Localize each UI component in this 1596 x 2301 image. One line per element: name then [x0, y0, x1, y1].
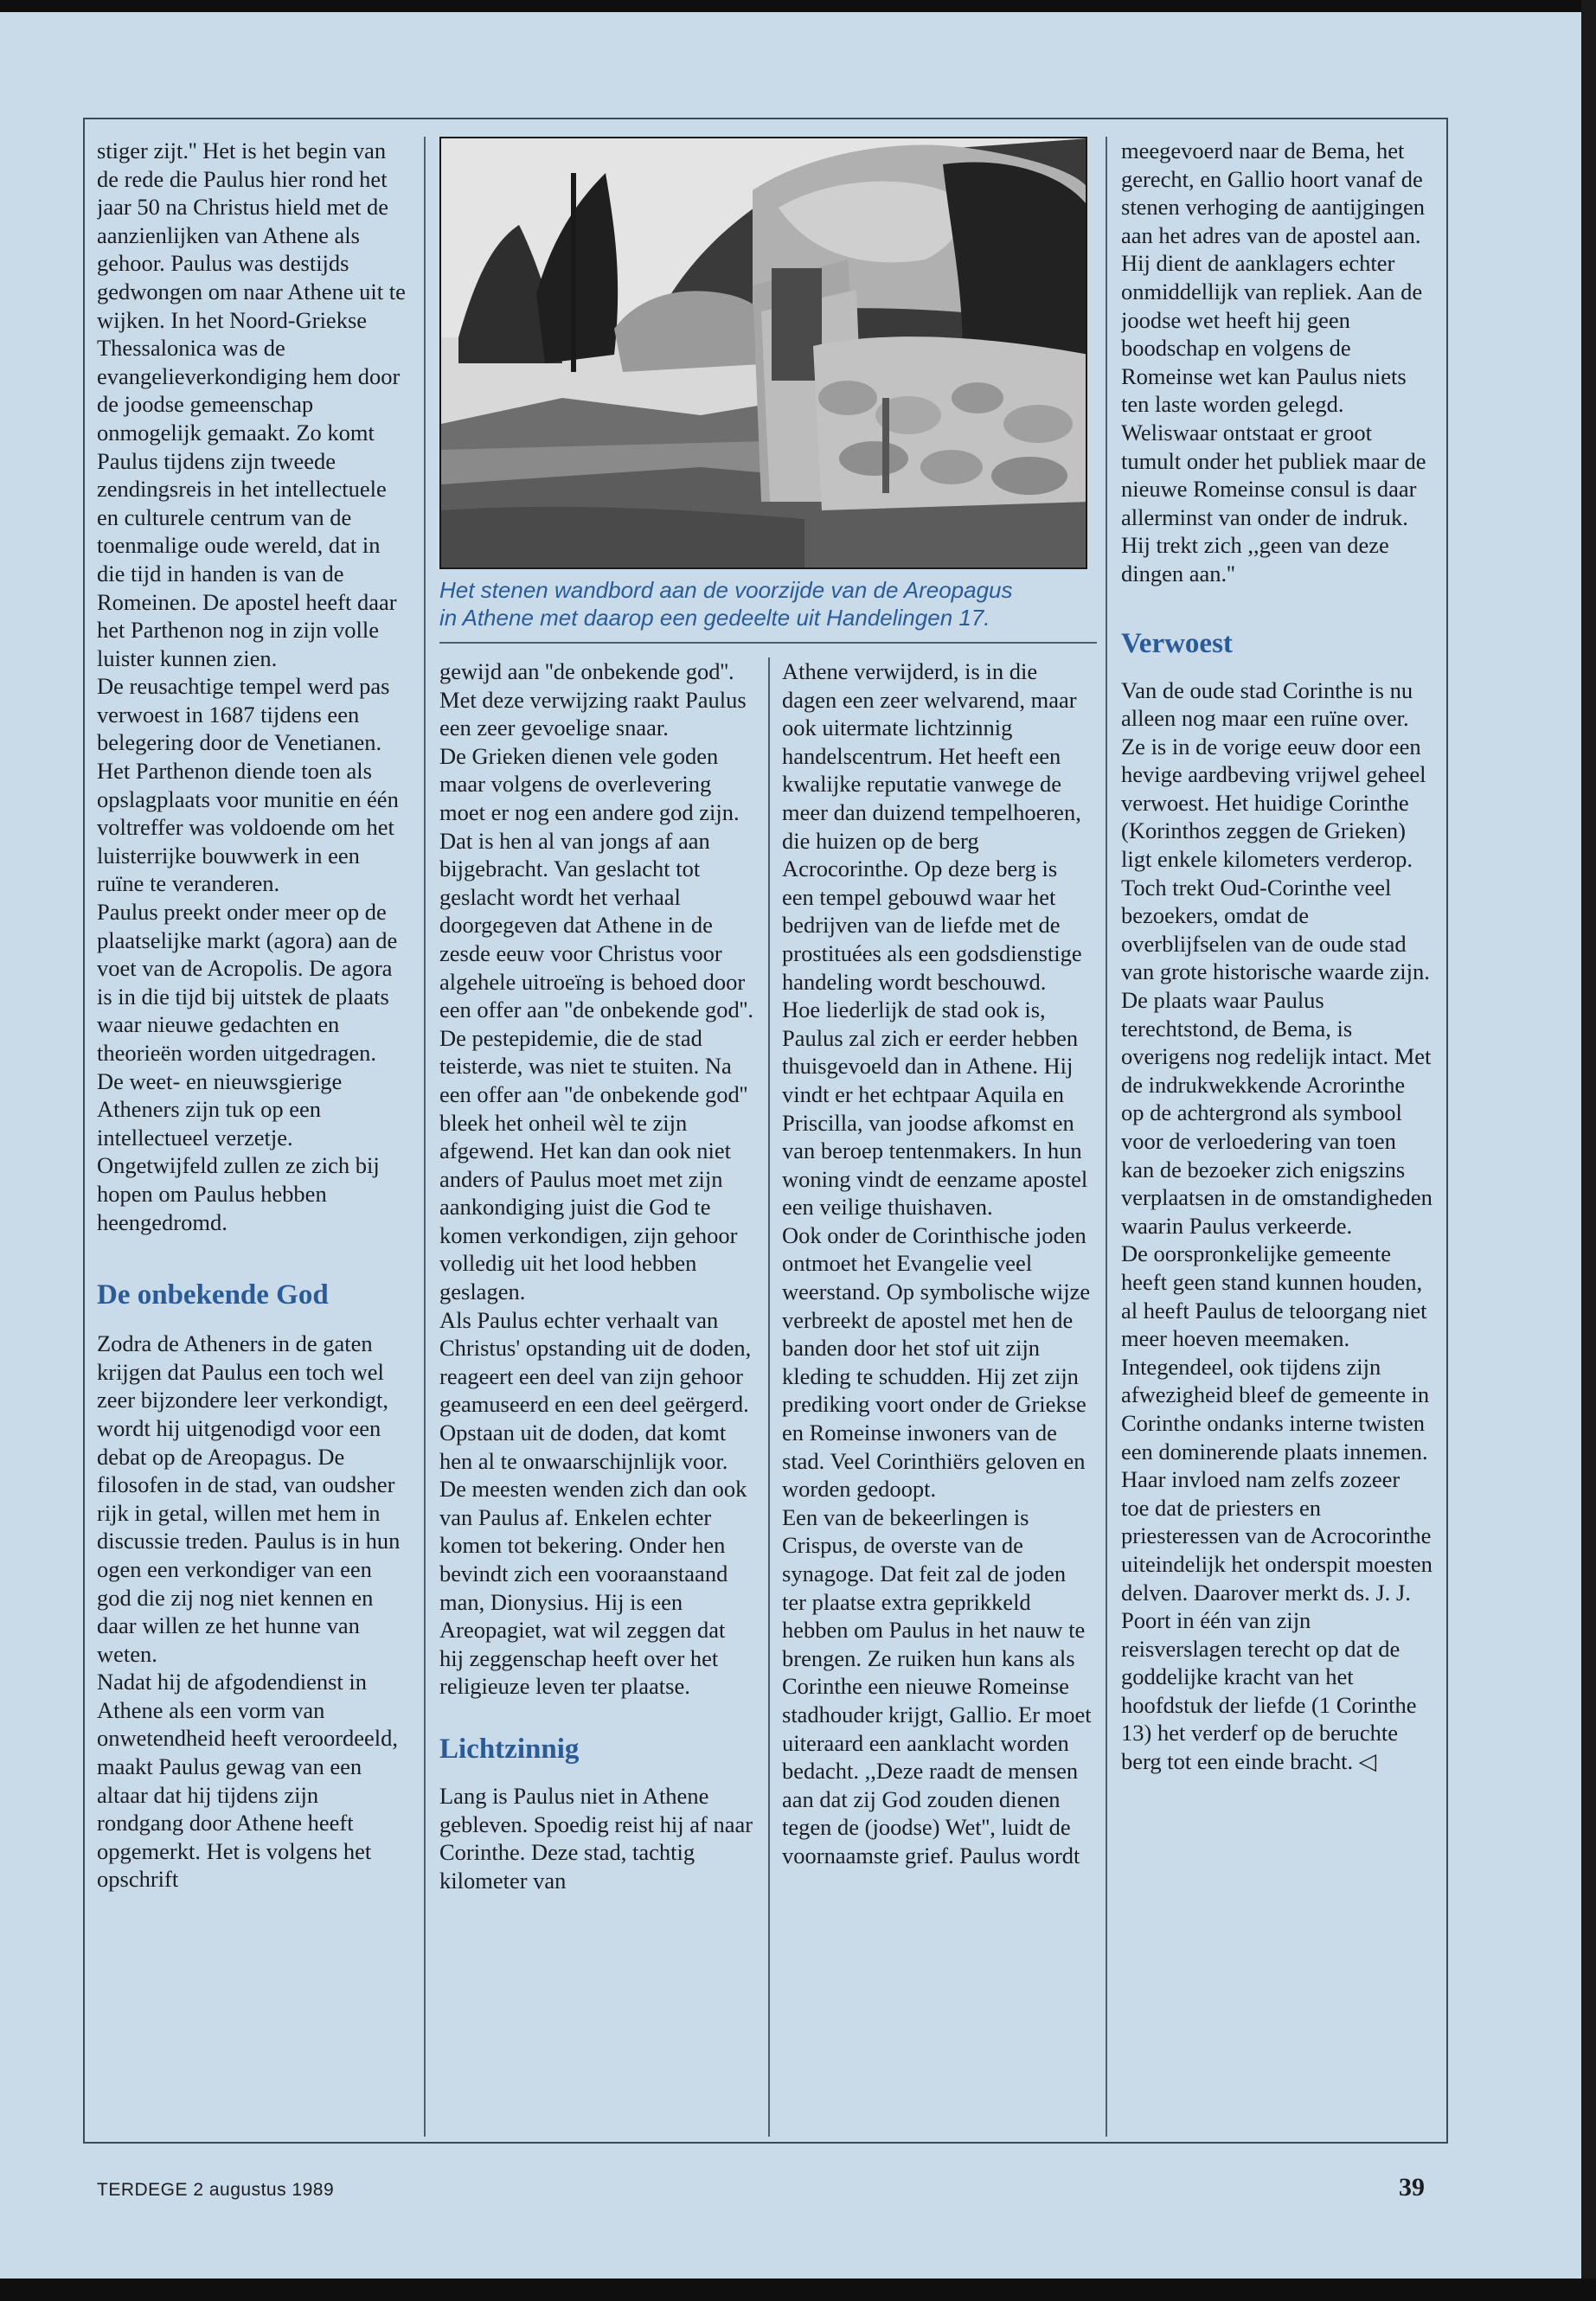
col1-paragraph-3: Paulus preekt onder meer op de plaatselijke markt (agora) aan de voet van de Acropolis. De agora is in die tijd bij uitstek de plaats waar nieuwe gedachten en theorieën worden uitgedragen. De weet- en nieuwsgierige Atheners zijn tuk op een intellectueel verzetje. Ongetwijfeld zullen ze zich bij hopen om Paulus hebben heengedromd. — [97, 899, 398, 1235]
caption-rule — [439, 642, 1097, 644]
column-rule-1 — [424, 137, 426, 2137]
scan-edge-bottom — [0, 2279, 1596, 2301]
scan-edge-right — [1581, 0, 1596, 2301]
col4-paragraph-3: De plaats waar Paulus terechtstond, de Bema, is overigens nog redelijk intact. Met de indrukwekkende Acrorinthe op de achtergrond als symbool voor de verloedering van toen kan de bezoeker zich enigszins verplaatsen in de omstandigheden waarin Paulus verkeerde. — [1121, 987, 1433, 1239]
col2-paragraph-1: gewijd aan ''de onbekende god''. Met deze verwijzing raakt Paulus een zeer gevoelige snaar. — [439, 658, 747, 741]
col2-paragraph-3: Als Paulus echter verhaalt van Christus' opstanding uit de doden, reageert een deel van zijn gehoor geamuseerd en een deel geërgerd. Opstaan uit de doden, dat komt hen al te onwaarschijnlijk voor. De meesten wenden zich dan ook van Paulus af. Enkelen echter komen tot bekering. Onder hen bevindt zich een vooraanstaand man, Dionysius. Hij is een Areopagiet, wat wil zeggen dat hij zeggenschap heeft over het religieuze leven ter plaatse. — [439, 1306, 752, 1700]
scan-edge-top — [0, 0, 1596, 12]
page-number: 39 — [1399, 2173, 1425, 2202]
col2-paragraph-2: De Grieken dienen vele goden maar volgens de overlevering moet er nog een andere god zijn. Dat is hen al van jongs af aan bijgebracht. Van geslacht tot geslacht wordt het verhaal doorgegeven dat Athene in de zesde eeuw voor Christus voor algehele uitroeïng is behoed door een offer aan ''de onbekende god''. De pestepidemie, die de stad teisterde, was niet te stuiten. Na een offer aan ''de onbekende god'' bleek het onheil wèl te zijn afgewend. Het kan dan ook niet anders of Paulus moet met zijn aankondiging juist die God te komen verkondigen, zijn gehoor volledig uit het lood hebben geslagen. — [439, 742, 753, 1305]
heading-verwoest: Verwoest — [1121, 627, 1233, 659]
col1-paragraph-1: stiger zijt.'' Het is het begin van de rede die Paulus hier rond het jaar 50 na Christus hield met de aanzienlijken van Athene als gehoor. Paulus was destijds gedwongen om naar Athene uit te wijken. In het Noord-Griekse Thessalonica was de evangelieverkondiging hem door de joodse gemeenschap onmogelijk gemaakt. Zo komt Paulus tijdens zijn tweede zendingsreis in het intellectuele en culturele centrum van de toenmalige oude wereld, dat in die tijd in handen is van de Romeinen. De apostel heeft daar het Parthenon nog in zijn volle luister kunnen zien. — [97, 138, 406, 671]
photo-caption-line-1: Het stenen wandbord aan de voorzijde van de Areopagus — [439, 577, 1013, 603]
column-rule-3 — [1106, 137, 1107, 2137]
column-3 — [782, 657, 1093, 2137]
col4-paragraph-1: meegevoerd naar de Bema, het gerecht, en Gallio hoort vanaf de stenen verhoging de aantijgingen aan het adres van de apostel aan. Hij dient de aanklagers echter onmiddellijk van repliek. Aan de joodse wet heeft hij geen boodschap en volgens de Romeinse wet kan Paulus niets ten laste worden gelegd. Weliswaar ontstaat er groot tumult onder het publiek maar de nieuwe Romeinse consul is daar allerminst van onder de indruk. Hij trekt zich ,,geen van deze dingen aan.'' — [1121, 138, 1426, 586]
col3-paragraph-1: Athene verwijderd, is in die dagen een zeer welvarend, maar ook uitermate lichtzinnig handelscentrum. Het heeft een kwalijke reputatie vanwege de meer dan duizend tempelhoeren, die huizen op de berg Acrocorinthe. Op deze berg is een tempel gebouwd waar het bedrijven van de liefde met de prostituées als een godsdienstige handeling wordt beschouwd. — [782, 658, 1082, 995]
col1-paragraph-2: De reusachtige tempel werd pas verwoest in 1687 tijdens een belegering door de Venetianen. Het Parthenon diende toen als opslagplaats voor munitie en één voltreffer was voldoende om het luisterrijke bouwwerk in een ruïne te veranderen. — [97, 673, 399, 897]
column-rule-2 — [768, 657, 770, 2137]
column-4 — [1121, 137, 1433, 2135]
col2-paragraph-4: Lang is Paulus niet in Athene gebleven. Spoedig reist hij af naar Corinthe. Deze stad, tachtig kilometer van — [439, 1782, 753, 1894]
col1-paragraph-5: Nadat hij de afgodendienst in Athene als een vorm van onwetendheid heeft veroordeeld, maakt Paulus gewag van een altaar dat hij tijdens zijn rondgang door Athene heeft opgemerkt. Het is volgens het opschrift — [97, 1669, 399, 1893]
col3-paragraph-3: Ook onder de Corinthische joden ontmoet het Evangelie veel weerstand. Op symbolische wijze verbreekt de apostel met hen de banden door het stof uit zijn kleding te schudden. Hij zet zijn prediking voort onder de Griekse en Romeinse inwoners van de stad. Veel Corinthiërs geloven en worden gedoopt. — [782, 1221, 1091, 1503]
col3-paragraph-2: Hoe liederlijk de stad ook is, Paulus zal zich er eerder hebben thuisgevoeld dan in Athene. Hij vindt er het echtpaar Aquila en Priscilla, van joodse afkomst en van beroep tentenmakers. In hun woning vindt de eenzame apostel een veilige thuishaven. — [782, 997, 1088, 1221]
col4-paragraph-2: Van de oude stad Corinthe is nu alleen nog maar een ruïne over. Ze is in de vorige eeuw door een hevige aardbeving vrijwel geheel verwoest. Het huidige Corinthe (Korinthos zeggen de Grieken) ligt enkele kilometers verderop. Toch trekt Oud-Corinthe veel bezoekers, omdat de overblijfselen van de oude stad van grote historische waarde zijn. — [1121, 676, 1430, 985]
areopagus-photo-graphic — [441, 138, 1087, 569]
column-1 — [97, 137, 408, 2135]
column-2 — [439, 657, 754, 2137]
photo-caption-line-2: in Athene met daarop een gedeelte uit Handelingen 17. — [439, 605, 990, 631]
col4-paragraph-4: De oorspronkelijke gemeente heeft geen stand kunnen houden, al heeft Paulus de teloorgang niet meer hoeven meemaken. Integendeel, ook tijdens zijn afwezigheid bleef de gemeente in Corinthe ondanks interne twisten een dominerende plaats innemen. Haar invloed nam zelfs zozeer toe dat de priesters en priesteressen van de Acrocorinthe uiteindelijk het onderspit moesten delven. Daarover merkt ds. J. J. Poort in één van zijn reisverslagen terecht op dat de goddelijke kracht van het hoofdstuk der liefde (1 Corinthe 13) het verderf op de beruchte berg tot een einde bracht. ◁ — [1121, 1240, 1433, 1775]
col3-paragraph-4: Een van de bekeerlingen is Crispus, de overste van de synagoge. Dat feit zal de joden ter plaatse extra geprikkeld hebben om Paulus in het nauw te brengen. Ze ruiken hun kans als Corinthe een nieuwe Romeinse stadhouder krijgt, Gallio. Er moet uiteraard een aanklacht worden bedacht. ,,Deze raadt de mensen aan dat zij God zouden dienen tegen de (joodse) Wet'', luidt de voornaamste grief. Paulus wordt — [782, 1503, 1092, 1868]
photo-caption — [439, 576, 1097, 631]
heading-lichtzinnig: Lichtzinnig — [439, 1733, 580, 1765]
areopagus-photo — [439, 137, 1087, 569]
footer-magazine-date: TERDEGE 2 augustus 1989 — [97, 2180, 335, 2200]
heading-de-onbekende-god: De onbekende God — [97, 1279, 329, 1311]
col1-paragraph-4: Zodra de Atheners in de gaten krijgen dat Paulus een toch wel zeer bijzondere leer verkondigt, wordt hij uitgenodigd voor een debat op de Areopagus. De filosofen in de stad, van oudsher rijk in getal, willen met hem in discussie treden. Paulus is in hun ogen een verkondiger van een god die zij nog niet kennen en daar willen ze het hunne van weten. — [97, 1330, 401, 1667]
